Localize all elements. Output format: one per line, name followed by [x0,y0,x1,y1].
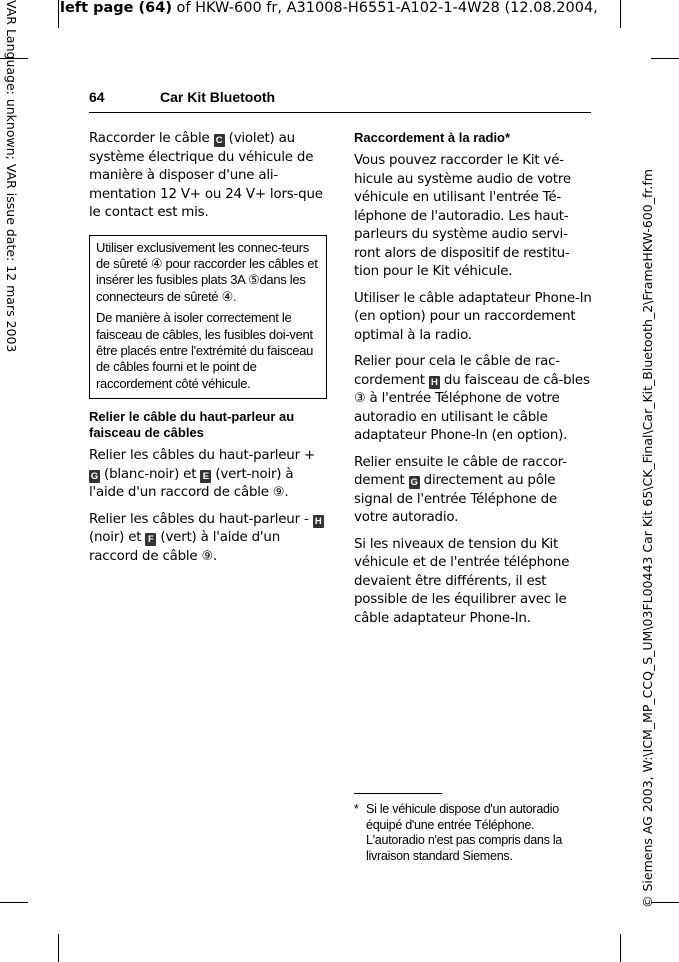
text-run: (vert-noir) à l'aide d'un raccord de câble [89,466,294,501]
crop-mark [620,934,621,962]
side-label-left [3,0,23,480]
text-run: Relier pour cela le câble de rac-cordement [354,354,560,388]
note-paragraph-1 [96,240,320,306]
text-run: du faisceau de câ-bles [439,372,590,388]
connector-key-g: G [410,477,418,488]
footnote-marker: * [354,802,359,816]
text-run: Relier les câbles du haut-parleur - [89,511,313,527]
left-column [89,130,327,574]
note-paragraph-2: De manière à isoler correctement le faisceau de câbles, les fusibles doi-vent être placés entre l'extrémité du faisceau de câbles fourni et le point de raccordement côté véhicule. [96,310,314,391]
text-run: pour raccorder les câbles et insérer les fusibles plats 3A [96,255,318,288]
text-run: Utiliser exclusivement les connec-teurs de sûreté [96,239,309,271]
connector-key-h: H [313,515,324,528]
text-run: (vert) à l'aide d'un raccord de câble [89,530,280,564]
crop-mark [620,0,621,28]
text-run: . [233,288,237,304]
circled-number-9: ⑨ [272,485,285,501]
radio-paragraph-5: Si les niveaux de tension du Kit véhicule et de l'entrée téléphone devaient être différents, il est possible de les équilibrer avec le câble adaptateur Phone-In. [354,536,570,626]
connector-key-h: H [429,376,440,389]
text-run: (noir) et [89,530,146,546]
side-label-right [640,60,660,908]
crop-mark [58,0,59,28]
footnote [354,802,594,864]
text-run: à l'entrée Téléphone de votre autoradio en utilisant le câble adaptateur Phone-In (en option). [354,391,568,443]
circled-number-3: ③ [354,391,366,406]
circled-number-4: ④ [221,288,234,304]
side-label-left-text: VAR Language: unknown; VAR issue date: 12 mars 2003 [4,0,19,353]
print-header [60,0,620,20]
circled-number-4: ④ [150,255,163,271]
speaker-minus-paragraph [89,511,327,567]
speaker-plus-paragraph [89,447,327,503]
text-run: (blanc-noir) et [100,466,201,482]
print-header-page: left page (64) [60,0,172,16]
circled-number-5: ⑤ [248,272,260,288]
text-run: directement au pôle signal de l'entrée Téléphone de votre autoradio. [354,473,557,525]
section-heading-radio: Raccordement à la radio* [354,130,511,145]
text-run: Relier ensuite le câble de raccor-dement [354,454,567,488]
crop-mark [58,934,59,962]
page-number: 64 [89,89,105,105]
text-run: Raccorder le câble [89,131,214,146]
connector-key-f: F [145,533,156,546]
footnote-rule [354,793,442,794]
right-column [354,130,592,636]
text-run: (violet) au système électrique du véhicule de manière à disposer d'une ali-mentation 12 V+ ou 24 V+ lors-que le contact est mis. [89,131,323,220]
text-run: . [213,548,218,564]
note-box [89,235,327,400]
connector-key-e: E [200,470,211,483]
section-heading-speaker: Relier le câble du haut-parleur au faisceau de câbles [89,409,295,441]
radio-paragraph-4 [354,454,592,528]
circled-number-9: ⑨ [201,548,214,564]
radio-paragraph-1: Vous pouvez raccorder le Kit vé-hicule au système audio de votre véhicule en utilisant l'entrée Té-léphone de l'autoradio. Les haut-parleurs du système audio servi-ront alors de dispositif de restitu-tion pour le Kit véhicule. [354,153,571,279]
connector-key-c: C [214,134,225,147]
radio-paragraph-2: Utiliser le câble adaptateur Phone-In (en option) pour un raccordement optimal à la radio. [354,290,592,343]
crop-mark [651,58,679,59]
side-label-right-text: © Siemens AG 2003, W:\ICM_MP_CCQ_S_UM\03FL00443 Car Kit 65\CK_Final\Car_Kit_Bluetooth_2\FrameHKW-600_fr.fm [640,169,655,908]
text-run: . [284,485,289,501]
header-rule [89,112,591,113]
intro-paragraph [89,130,327,223]
crop-mark [0,902,28,903]
text-run: dans les connecteurs de sûreté [96,272,306,304]
footnote-text: Si le véhicule dispose d'un autoradio équipé d'une entrée Téléphone. L'autoradio n'est pas compris dans la livraison standard Siemens. [366,802,563,863]
print-header-rest: of HKW-600 fr, A31008-H6551-A102-1-4W28 (12.08.2004, [171,0,598,16]
text-run: Relier les câbles du haut-parleur + [89,448,315,464]
radio-paragraph-3 [354,353,592,446]
connector-key-g: G [90,470,99,482]
running-title: Car Kit Bluetooth [160,89,276,105]
